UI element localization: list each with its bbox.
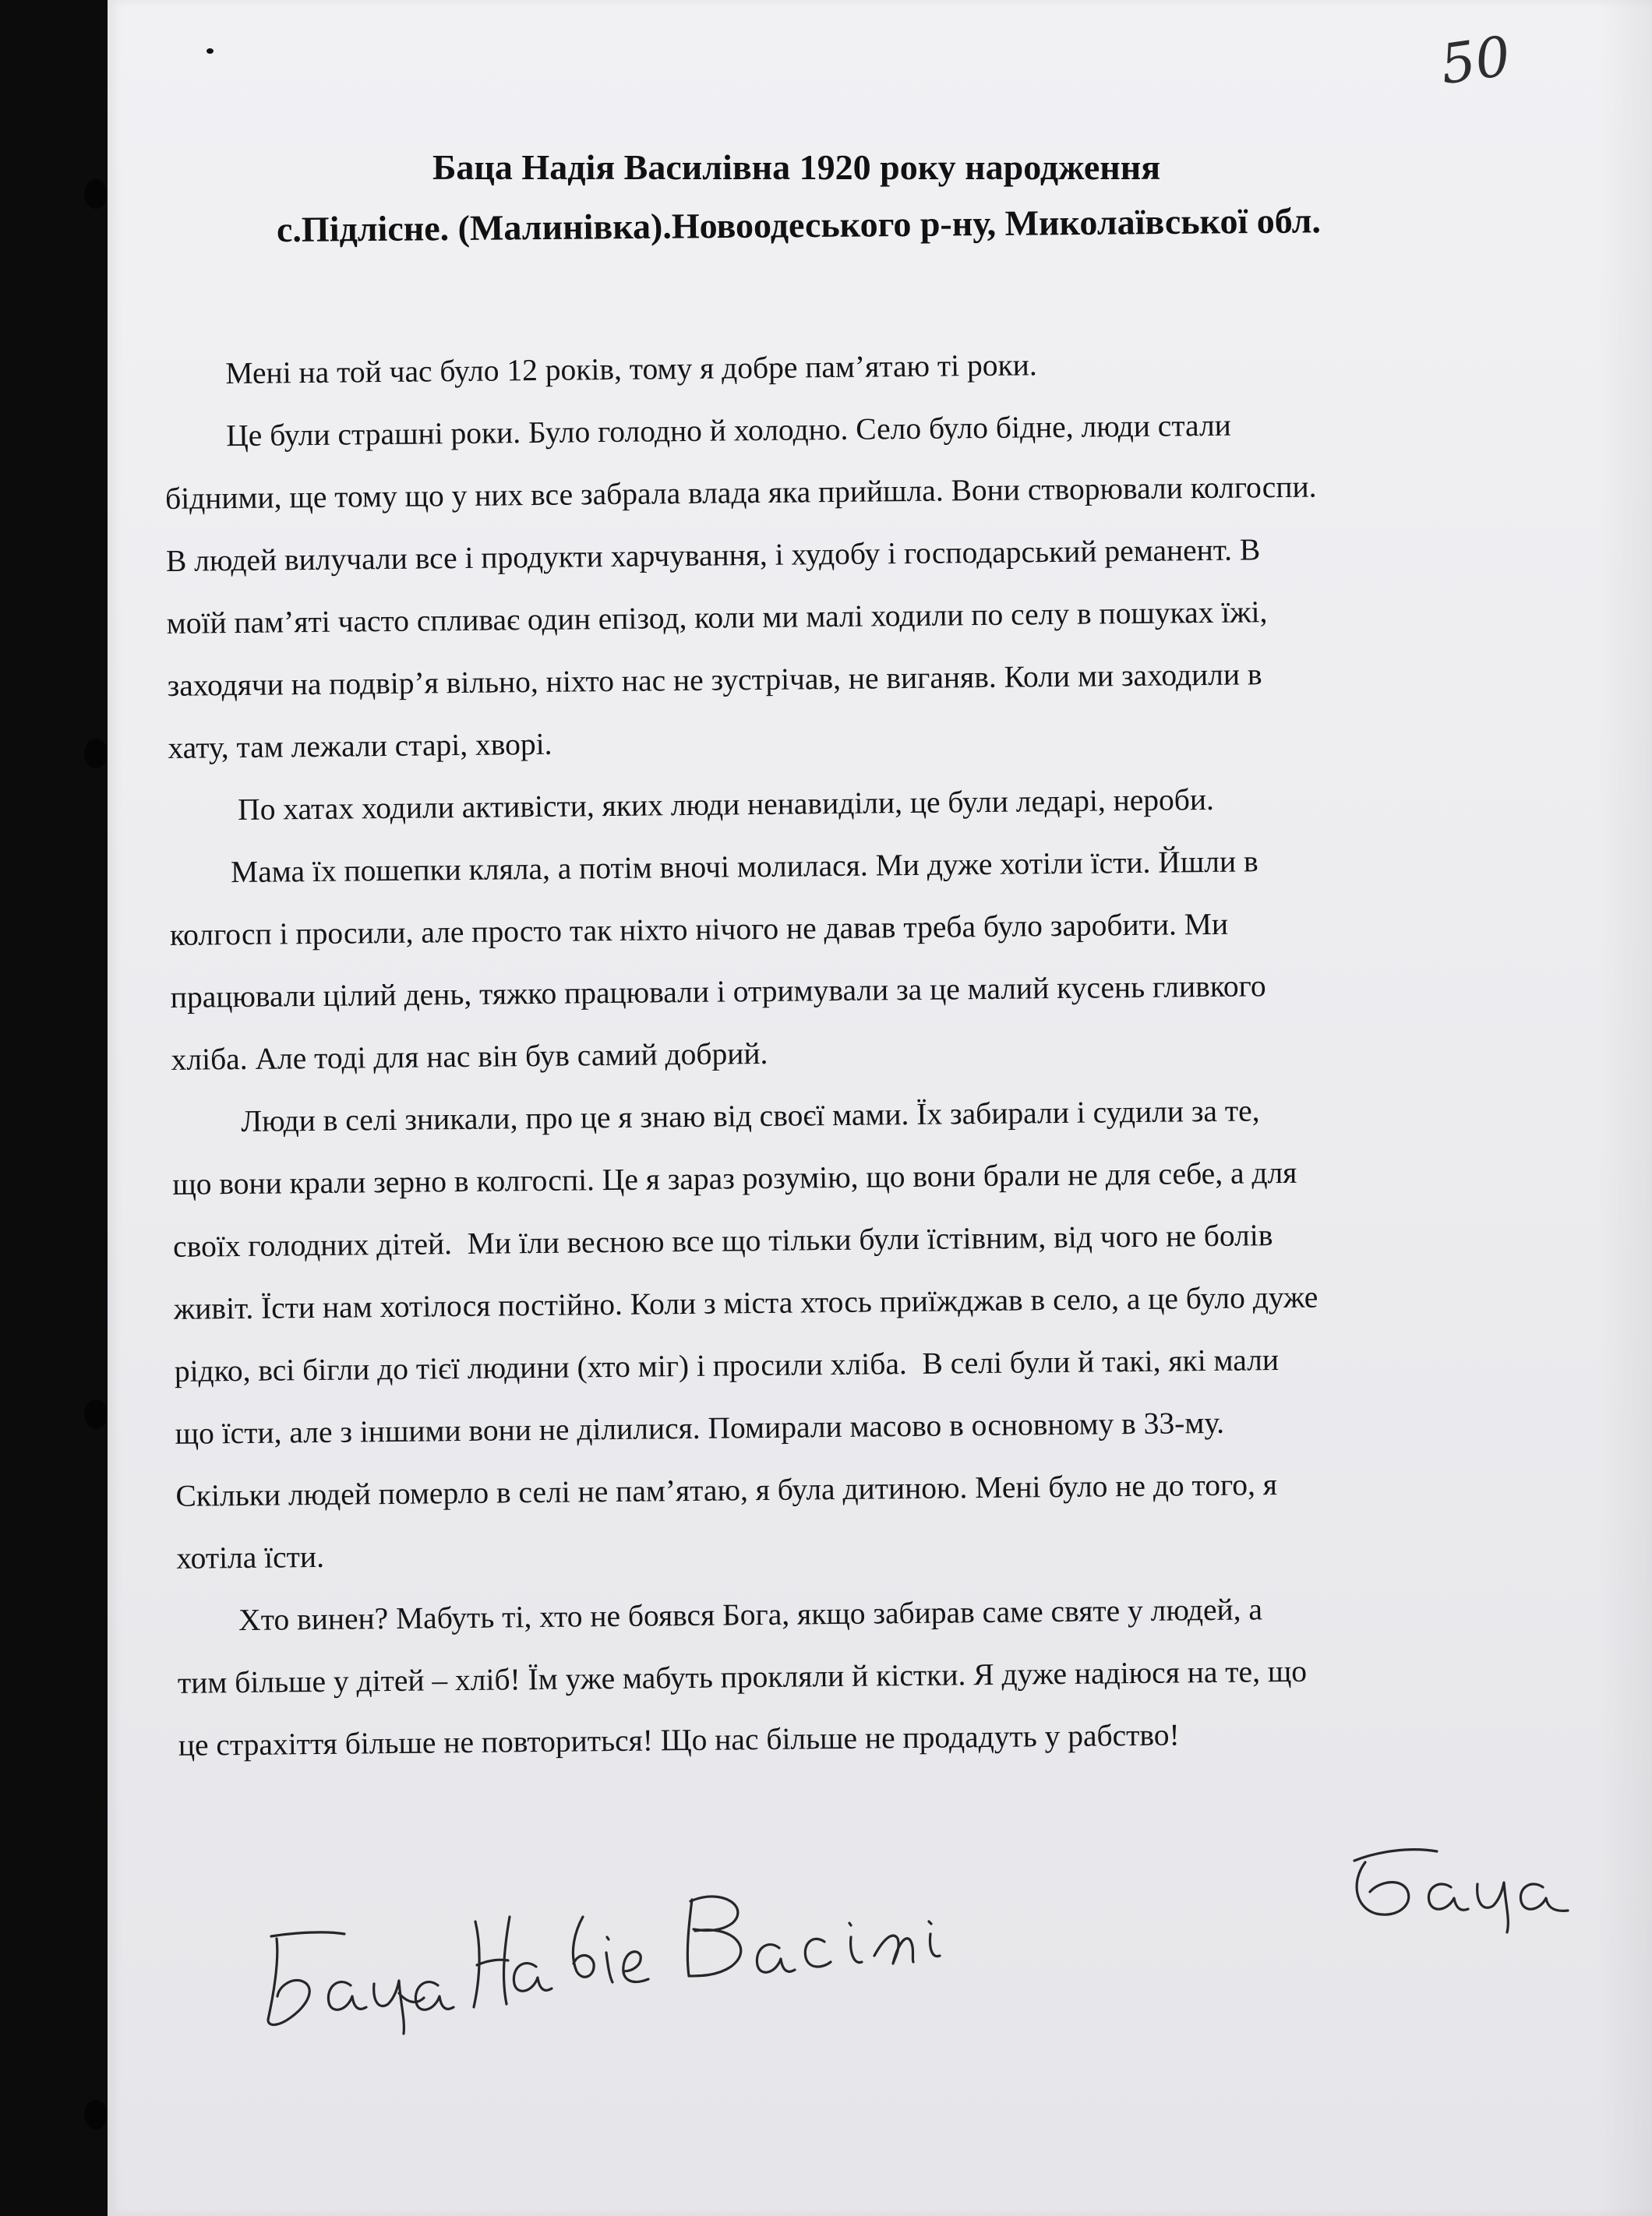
text-line: бідними, ще тому що у них все забрала влада яка прийшла. Вони створювали колгоспи. <box>164 469 1317 516</box>
handwritten-name-signature <box>234 1800 982 2041</box>
text-line: Це були страшні роки. Було голодно й холодно. Село було бідне, люди стали <box>164 408 1232 453</box>
binder-hole <box>84 739 108 768</box>
document-subtitle: с.Підлісне. (Малинівка).Новоодеського р-ну, Миколаївської обл. <box>276 200 1322 249</box>
text-line: хліба. Але тоді для нас він був самий добрий. <box>171 1036 768 1077</box>
text-line: колгосп і просили, але просто так ніхто нічого не давав треба було заробити. Ми <box>169 906 1229 952</box>
text-line: Мені на той час було 12 років, тому я добре пам’ятаю ті роки. <box>164 348 1037 391</box>
text-line: хотіла їсти. <box>176 1539 325 1576</box>
handwritten-signature <box>1317 1823 1605 1940</box>
page-number: 50 <box>1436 23 1515 97</box>
testimony-text <box>164 328 1558 1815</box>
text-line: працювали цілий день, тяжко працювали і отримували за це малий кусень гливкого <box>170 969 1266 1014</box>
text-line: рідко, всі бігли до тієї людини (хто міг) і просили хліба. В селі були й такі, які мали <box>174 1343 1280 1389</box>
text-line: моїй пам’яті часто спливає один епізод, коли ми малі ходили по селу в пошуках їжі, <box>166 595 1268 640</box>
document-title: Баца Надія Василівна 1920 року народження <box>432 147 1161 187</box>
text-line: По хатах ходили активісти, яких люди ненавиділи, це були ледарі, нероби. <box>168 782 1215 827</box>
text-line: хату, там лежали старі, хворі. <box>168 726 552 765</box>
text-line: що вони крали зерно в колгоспі. Це я зараз розумію, що вони брали не для себе, а для <box>172 1155 1297 1202</box>
text-line: Мама їх пошепки кляла, а потім вночі молилася. Ми дуже хотіли їсти. Йшли в <box>168 844 1258 890</box>
text-line: Люди в селі зникали, про це я знаю від своєї мами. Їх забирали і судили за те, <box>171 1093 1260 1139</box>
ink-speck <box>206 48 214 54</box>
binder-hole <box>84 2100 108 2130</box>
binder-hole <box>84 1399 108 1429</box>
text-line: Скільки людей померло в селі не пам’ятаю, я була дитиною. Мені було не до того, я <box>175 1467 1278 1513</box>
binder-hole <box>84 179 108 209</box>
text-line: це страхіття більше не повториться! Що нас більше не продадуть у рабство! <box>178 1717 1180 1763</box>
text-line: тим більше у дітей – хліб! Їм уже мабуть прокляли й кістки. Я дуже надіюся на те, що <box>177 1653 1308 1700</box>
text-line: що їсти, але з іншими вони не ділилися. Помирали масово в основному в 33-му. <box>175 1405 1225 1451</box>
text-line: своїх голодних дітей. Ми їли весною все що тільки були їстівним, від чого не болів <box>172 1218 1273 1264</box>
text-line: В людей вилучали все і продукти харчування, і худобу і господарський реманент. В <box>165 532 1261 578</box>
text-line: живіт. Їсти нам хотілося постійно. Коли з міста хтось приїжджав в село, а це було дуже <box>173 1279 1318 1326</box>
text-line: Хто винен? Мабуть ті, хто не боявся Бога, якщо забирав саме святе у людей, а <box>176 1592 1263 1638</box>
text-line: заходячи на подвір’я вільно, ніхто нас не зустрічав, не виганяв. Коли ми заходили в <box>167 657 1262 703</box>
